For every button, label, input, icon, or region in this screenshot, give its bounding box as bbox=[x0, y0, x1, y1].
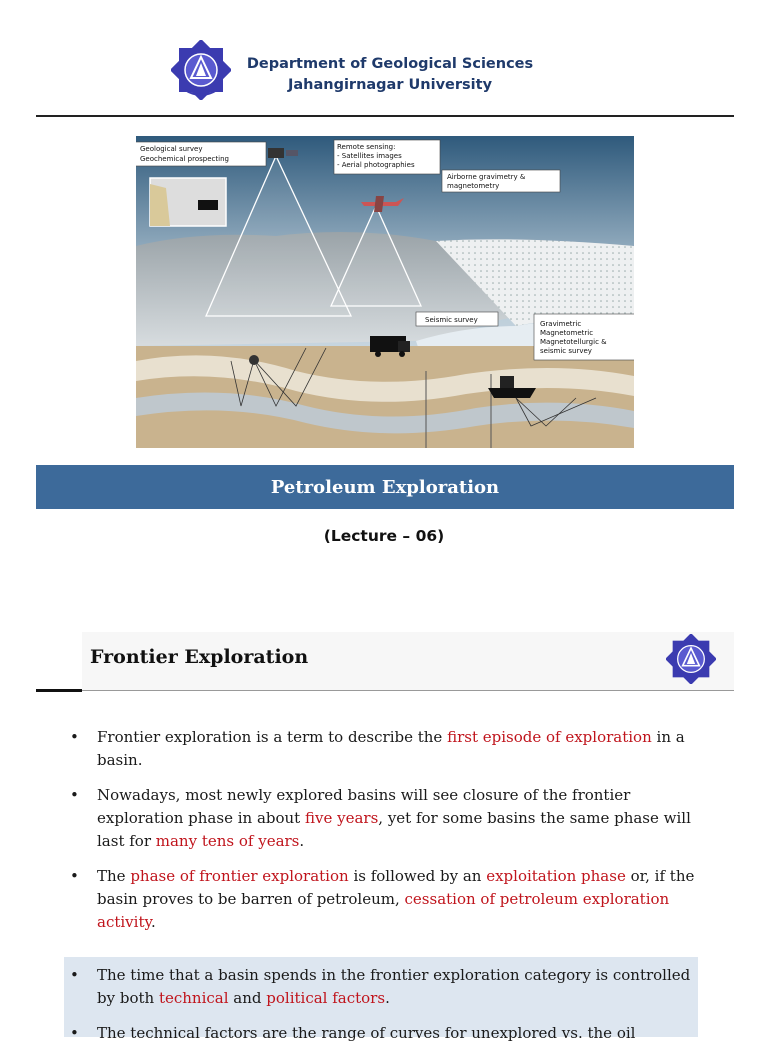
title-bar bbox=[36, 465, 734, 509]
box-bullet-list bbox=[70, 964, 698, 1057]
bullet-item bbox=[70, 964, 698, 1010]
bullet-text: The time that a basin spends in the frontier exploration category is controlled by both bbox=[97, 966, 691, 1007]
label-magnetometry: magnetometry bbox=[447, 182, 500, 190]
university-logo bbox=[171, 40, 231, 100]
bullet-item bbox=[70, 784, 700, 853]
bullet-highlight: first episode of exploration bbox=[447, 728, 652, 746]
bullet-text: is followed by an bbox=[348, 867, 487, 885]
bullet-item bbox=[70, 1022, 698, 1045]
bullet-list bbox=[70, 726, 700, 946]
slide-heading: Frontier Exploration bbox=[90, 646, 309, 668]
bullet-text: The bbox=[97, 867, 131, 885]
label-magnetotellurgic: Magnetotellurgic & bbox=[540, 338, 607, 346]
bullet-text: The technical factors are the range of curves for unexplored vs. the oil bbox=[97, 1024, 636, 1042]
header-rule bbox=[36, 115, 734, 117]
bullet-item bbox=[70, 726, 700, 772]
bullet-highlight: exploitation phase bbox=[486, 867, 626, 885]
bullet-text: and bbox=[228, 989, 267, 1007]
bullet-highlight: technical bbox=[158, 989, 229, 1007]
bullet-item bbox=[70, 865, 700, 934]
bullet-highlight: five years bbox=[304, 809, 379, 827]
department-name: Department of Geological Sciences bbox=[246, 56, 534, 72]
bullet-text: . bbox=[385, 989, 390, 1007]
label-magnetometric: Magnetometric bbox=[540, 329, 594, 337]
lecture-number: (Lecture – 06) bbox=[323, 527, 445, 545]
heading-rule bbox=[36, 690, 734, 691]
bullet-highlight: phase of frontier exploration bbox=[130, 867, 349, 885]
label-remote-sensing: Remote sensing: bbox=[337, 143, 396, 151]
bullet-highlight: cessation of petroleum exploration activity bbox=[97, 890, 670, 931]
bullet-highlight: many tens of years bbox=[155, 832, 300, 850]
label-seismic-survey-2: seismic survey bbox=[540, 347, 592, 355]
exploration-diagram bbox=[136, 136, 634, 448]
label-seismic-survey: Seismic survey bbox=[425, 316, 478, 324]
content-slide bbox=[0, 612, 768, 1042]
slide-title: Petroleum Exploration bbox=[270, 477, 500, 498]
label-geological-survey: Geological survey bbox=[140, 145, 203, 153]
department-header bbox=[240, 54, 540, 96]
label-gravimetric: Gravimetric bbox=[540, 320, 582, 328]
bullet-text: or, if the basin proves to be barren of petroleum, bbox=[97, 867, 695, 908]
label-satellites: - Satellites images bbox=[337, 152, 402, 160]
university-name: Jahangirnagar University bbox=[287, 77, 493, 93]
label-airborne: Airborne gravimetry & bbox=[447, 173, 526, 181]
label-aerial: - Aerial photographies bbox=[337, 161, 415, 169]
bullet-text: Frontier exploration is a term to describe the bbox=[97, 728, 448, 746]
university-logo-small bbox=[666, 634, 716, 684]
bullet-text: in a basin. bbox=[97, 728, 685, 769]
bullet-text: Nowadays, most newly explored basins will see closure of the frontier exploration phase in about bbox=[97, 786, 631, 827]
vehicle-icon bbox=[198, 200, 218, 210]
bullet-text: , yet for some basins the same phase will last for bbox=[97, 809, 691, 850]
heading-rule-accent bbox=[36, 689, 82, 692]
bullet-highlight: political factors bbox=[266, 989, 386, 1007]
bullet-text: . bbox=[150, 913, 156, 931]
bullet-text: . bbox=[299, 832, 305, 850]
label-geochemical: Geochemical prospecting bbox=[140, 155, 229, 163]
